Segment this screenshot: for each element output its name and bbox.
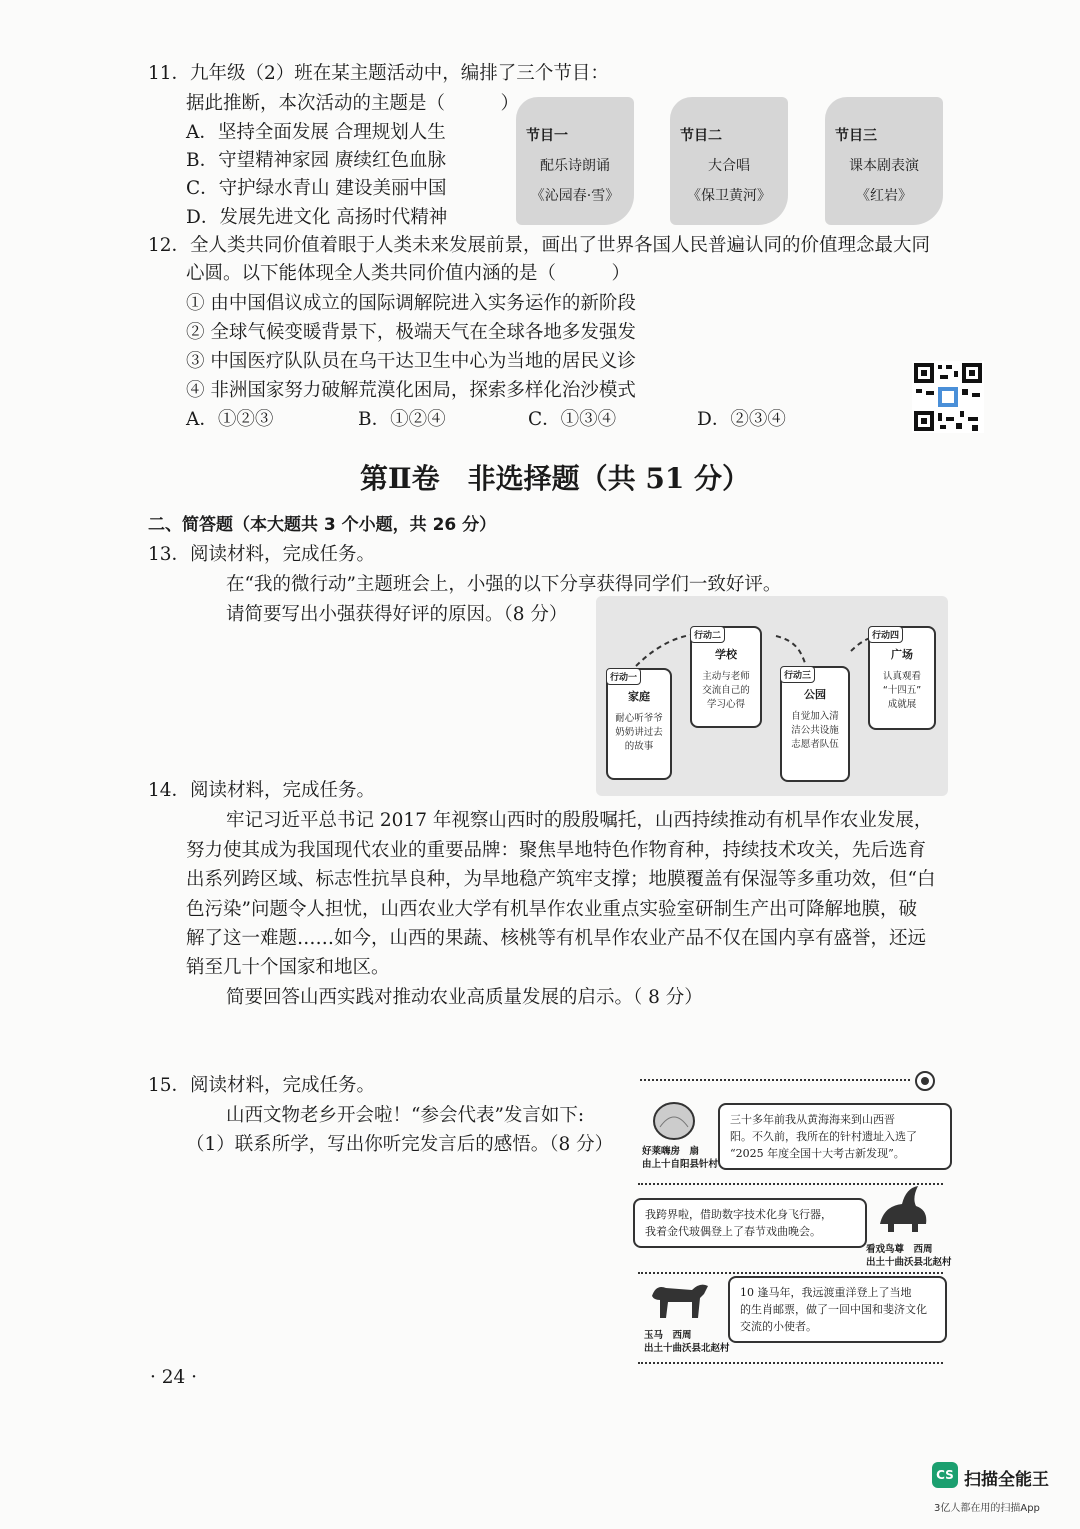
q12-option-a: A．①②③ — [186, 409, 274, 430]
speech-bubble: 10 逢马年，我远渡重洋登上了当地 的生肖邮票，做了一回中国和斐济文化 交流的小使者。 — [728, 1276, 947, 1343]
q14-line: 牢记习近平总书记 2017 年视察山西时的殷殷嘱托，山西持续推动有机旱作农业发展， — [226, 810, 933, 831]
q15-material: 山西文物老乡开会啦！“参会代表”发言如下: — [226, 1105, 585, 1126]
q14-line: 出系列跨区域、标志性抗旱良种，为旱地稳产筑牢支撑；地膜覆盖有保湿等多重功效，但“白 — [186, 869, 936, 890]
stop-school — [690, 626, 762, 728]
q14-line: 努力使其成为我国现代农业的重要品牌：聚焦旱地特色作物育种，持续技术攻关，先后选育 — [186, 840, 927, 861]
program-type: 大合唱 — [708, 158, 750, 174]
q14-line: 销至几十个国家和地区。 — [186, 957, 390, 978]
q12-stem: 12．全人类共同价值着眼于人类未来发展前景，画出了世界各国人民普遍认同的价值理念最大同 — [148, 235, 931, 256]
jade-horse-icon — [646, 1274, 714, 1326]
qr-code-icon[interactable] — [912, 361, 984, 437]
q13-illustration — [596, 596, 948, 796]
artifact-caption: 玉马 西周 出土十曲沃县北赵村 — [644, 1330, 730, 1354]
stop-title: 家庭 — [628, 690, 650, 703]
stop-title: 学校 — [715, 648, 737, 661]
stop-tag: 行动四 — [868, 626, 903, 643]
stop-body: 自觉加入清 洁公共设施 志愿者队伍 — [791, 711, 839, 750]
program-title: 节目三 — [835, 128, 877, 144]
program-title: 节目二 — [680, 128, 722, 144]
watermark-name: 扫描全能王 — [964, 1470, 1049, 1490]
stop-body: 认真观看 “十四五” 成就展 — [882, 671, 922, 710]
q14-line: 解了这一难题……如今，山西的果蔬、核桃等有机旱作农业产品不仅在国内享有盛誉，还远 — [186, 928, 927, 949]
q13-material: 在“我的微行动”主题班会上，小强的以下分享获得同学们一致好评。 — [226, 574, 782, 595]
stop-body: 耐心听爷爷 奶奶讲过去 的故事 — [615, 713, 663, 752]
stop-title: 广场 — [891, 648, 913, 661]
q12-item-2: ② 全球气候变暖背景下，极端天气在全球各地多发强发 — [186, 322, 636, 343]
stop-park — [780, 666, 850, 782]
q12-option-b: B．①②④ — [358, 409, 446, 430]
dotted-divider — [640, 1079, 910, 1081]
artifact-caption: 看戏鸟尊 西周 出土十曲沃县北赵村 — [866, 1244, 952, 1268]
watermark-tagline: 3亿人都在用的扫描App — [934, 1503, 1040, 1514]
q11-stem: 11．九年级（2）班在某主题活动中，编排了三个节目： — [148, 63, 609, 84]
dotted-divider — [638, 1362, 943, 1364]
q15-stem: 15．阅读材料，完成任务。 — [148, 1075, 376, 1096]
q11-option-d: D．发展先进文化 高扬时代精神 — [186, 207, 448, 228]
q11-option-a: A．坚持全面发展 合理规划人生 — [186, 122, 446, 143]
q14-line: 色污染”问题令人担忧，山西农业大学有机旱作农业重点实验室研制生产出可降解地膜，破 — [186, 899, 917, 920]
stop-home — [606, 668, 672, 780]
q11-stem2: 据此推断，本次活动的主题是（ ） — [186, 93, 520, 114]
speaker-icon — [914, 1070, 936, 1092]
bird-vessel-icon — [872, 1180, 934, 1236]
stop-body: 主动与老师 交流自己的 学习心得 — [702, 671, 750, 710]
q12-item-3: ③ 中国医疗队队员在乌干达卫生中心为当地的居民义诊 — [186, 351, 636, 372]
stop-tag: 行动二 — [690, 626, 725, 643]
q12-option-d: D．②③④ — [697, 409, 786, 430]
artifact-caption: 好莱嗨房 扇 由上十自阳县针村 — [642, 1146, 719, 1170]
stop-tag: 行动一 — [606, 668, 641, 685]
q12-stem2: 心圆。以下能体现全人类共同价值内涵的是（ ） — [186, 263, 631, 284]
section-title: 第Ⅱ卷 非选择题（共 51 分） — [360, 462, 751, 495]
program-name: 《红岩》 — [856, 188, 912, 204]
q14-task: 简要回答山西实践对推动农业高质量发展的启示。（ 8 分） — [226, 987, 703, 1008]
q15-task: （1）联系所学，写出你听完发言后的感悟。（8 分） — [186, 1134, 614, 1155]
camscanner-logo-icon: CS — [932, 1462, 958, 1488]
speech-bubble: 三十多年前我从黄海海来到山西晋 阳。不久前，我所在的针村遗址入选了 “2025 年度全国十大考古新发现”。 — [718, 1103, 952, 1170]
shell-artifact-icon — [650, 1097, 698, 1145]
program-card-2 — [670, 97, 788, 225]
program-type: 配乐诗朗诵 — [540, 158, 610, 174]
stop-square — [868, 626, 936, 730]
program-type: 课本剧表演 — [849, 158, 919, 174]
q11-option-b: B．守望精神家园 赓续红色血脉 — [186, 150, 446, 171]
q11-option-c: C．守护绿水青山 建设美丽中国 — [186, 178, 447, 199]
speech-bubble: 我跨界啦，借助数字技术化身飞行器， 我着金代玻偶登上了春节戏曲晚会。 — [633, 1198, 867, 1248]
stop-title: 公园 — [804, 688, 826, 701]
q13-task: 请简要写出小强获得好评的原因。（8 分） — [226, 604, 568, 625]
program-name: 《保卫黄河》 — [687, 188, 771, 204]
q12-option-c: C．①③④ — [528, 409, 617, 430]
q13-stem: 13．阅读材料，完成任务。 — [148, 544, 376, 565]
q12-item-4: ④ 非洲国家努力破解荒漠化困局，探索多样化治沙模式 — [186, 380, 636, 401]
stop-tag: 行动三 — [780, 666, 815, 683]
q12-item-1: ① 由中国倡议成立的国际调解院进入实务运作的新阶段 — [186, 293, 636, 314]
program-card-1 — [516, 97, 634, 225]
page-number: · 24 · — [150, 1367, 198, 1388]
program-card-3 — [825, 97, 943, 225]
part-heading: 二、简答题（本大题共 3 个小题，共 26 分） — [148, 515, 497, 535]
q14-stem: 14．阅读材料，完成任务。 — [148, 780, 376, 801]
program-title: 节目一 — [526, 128, 568, 144]
program-name: 《沁园春·雪》 — [530, 188, 620, 204]
